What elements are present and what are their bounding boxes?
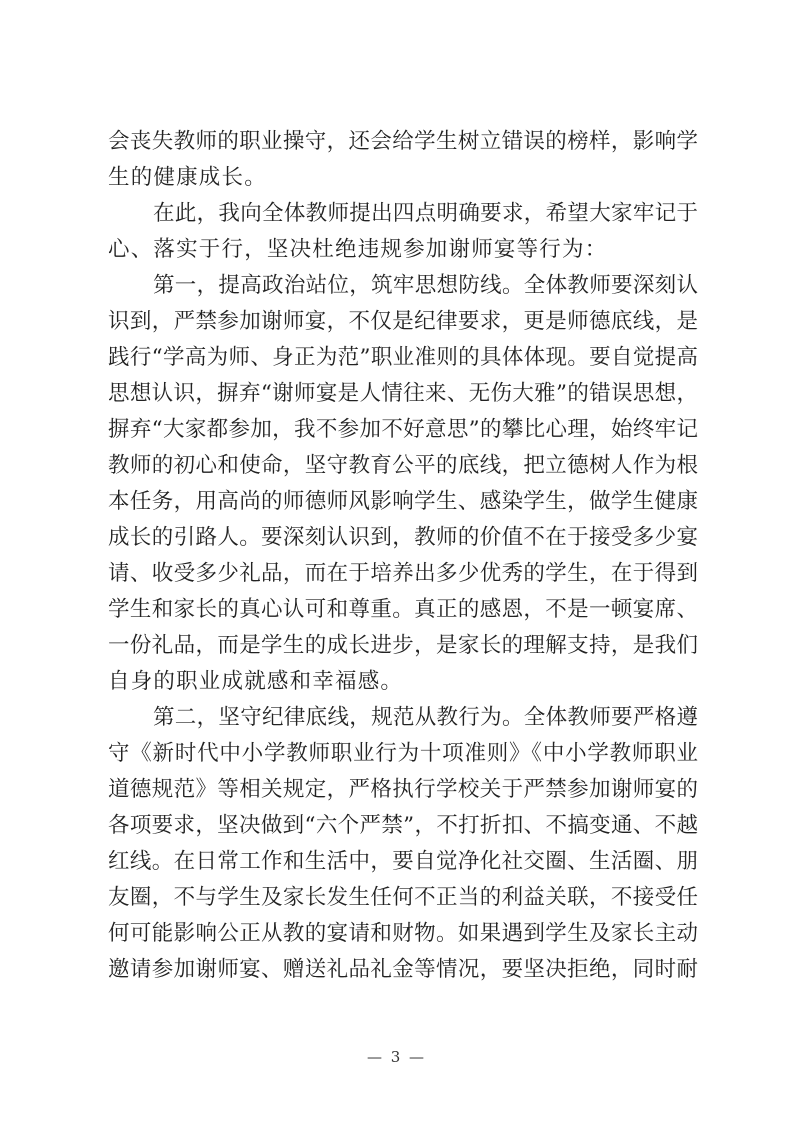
- text-line: 自身的职业成就感和幸福感。: [108, 669, 404, 694]
- text-line: 守《新时代中小学教师职业行为十项准则》《中小学教师职业: [108, 741, 698, 766]
- document-body: [108, 124, 698, 988]
- text-line: 思想认识，摒弃“谢师宴是人情往来、无伤大雅”的错误思想，: [108, 381, 698, 406]
- text-line: 本任务，用高尚的师德师风影响学生、感染学生，做学生健康: [108, 489, 698, 514]
- text-line: 践行“学高为师、身正为范”职业准则的具体体现。要自觉提高: [108, 345, 698, 370]
- text-line: 第一，提高政治站位，筑牢思想防线。全体教师要深刻认: [153, 273, 698, 298]
- text-line: 请、收受多少礼品，而在于培养出多少优秀的学生，在于得到: [108, 561, 698, 586]
- text-line: 在此，我向全体教师提出四点明确要求，希望大家牢记于: [153, 201, 698, 226]
- text-line: 成长的引路人。要深刻认识到，教师的价值不在于接受多少宴: [108, 525, 698, 550]
- text-line: 心、落实于行，坚决杜绝违规参加谢师宴等行为：: [108, 237, 608, 262]
- text-line: 一份礼品，而是学生的成长进步，是家长的理解支持，是我们: [108, 633, 698, 658]
- text-line: 各项要求，坚决做到“六个严禁”，不打折扣、不搞变通、不越: [108, 813, 698, 838]
- text-line: 摒弃“大家都参加，我不参加不好意思”的攀比心理，始终牢记: [108, 417, 698, 442]
- text-line: 何可能影响公正从教的宴请和财物。如果遇到学生及家长主动: [108, 921, 698, 946]
- page-number: — 3 —: [366, 1048, 427, 1066]
- text-line: 生的健康成长。: [108, 165, 267, 190]
- text-line: 学生和家长的真心认可和尊重。真正的感恩，不是一顿宴席、: [108, 597, 698, 622]
- text-line: 教师的初心和使命，坚守教育公平的底线，把立德树人作为根: [108, 453, 698, 478]
- text-line: 道德规范》等相关规定，严格执行学校关于严禁参加谢师宴的: [108, 777, 698, 802]
- text-line: 邀请参加谢师宴、赠送礼品礼金等情况，要坚决拒绝，同时耐: [108, 957, 698, 982]
- text-line: 红线。在日常工作和生活中，要自觉净化社交圈、生活圈、朋: [108, 849, 698, 874]
- text-line: 友圈，不与学生及家长发生任何不正当的利益关联，不接受任: [108, 885, 698, 910]
- text-line: 识到，严禁参加谢师宴，不仅是纪律要求，更是师德底线，是: [108, 309, 698, 334]
- text-line: 会丧失教师的职业操守，还会给学生树立错误的榜样，影响学: [108, 129, 698, 154]
- text-line: 第二，坚守纪律底线，规范从教行为。全体教师要严格遵: [153, 705, 698, 730]
